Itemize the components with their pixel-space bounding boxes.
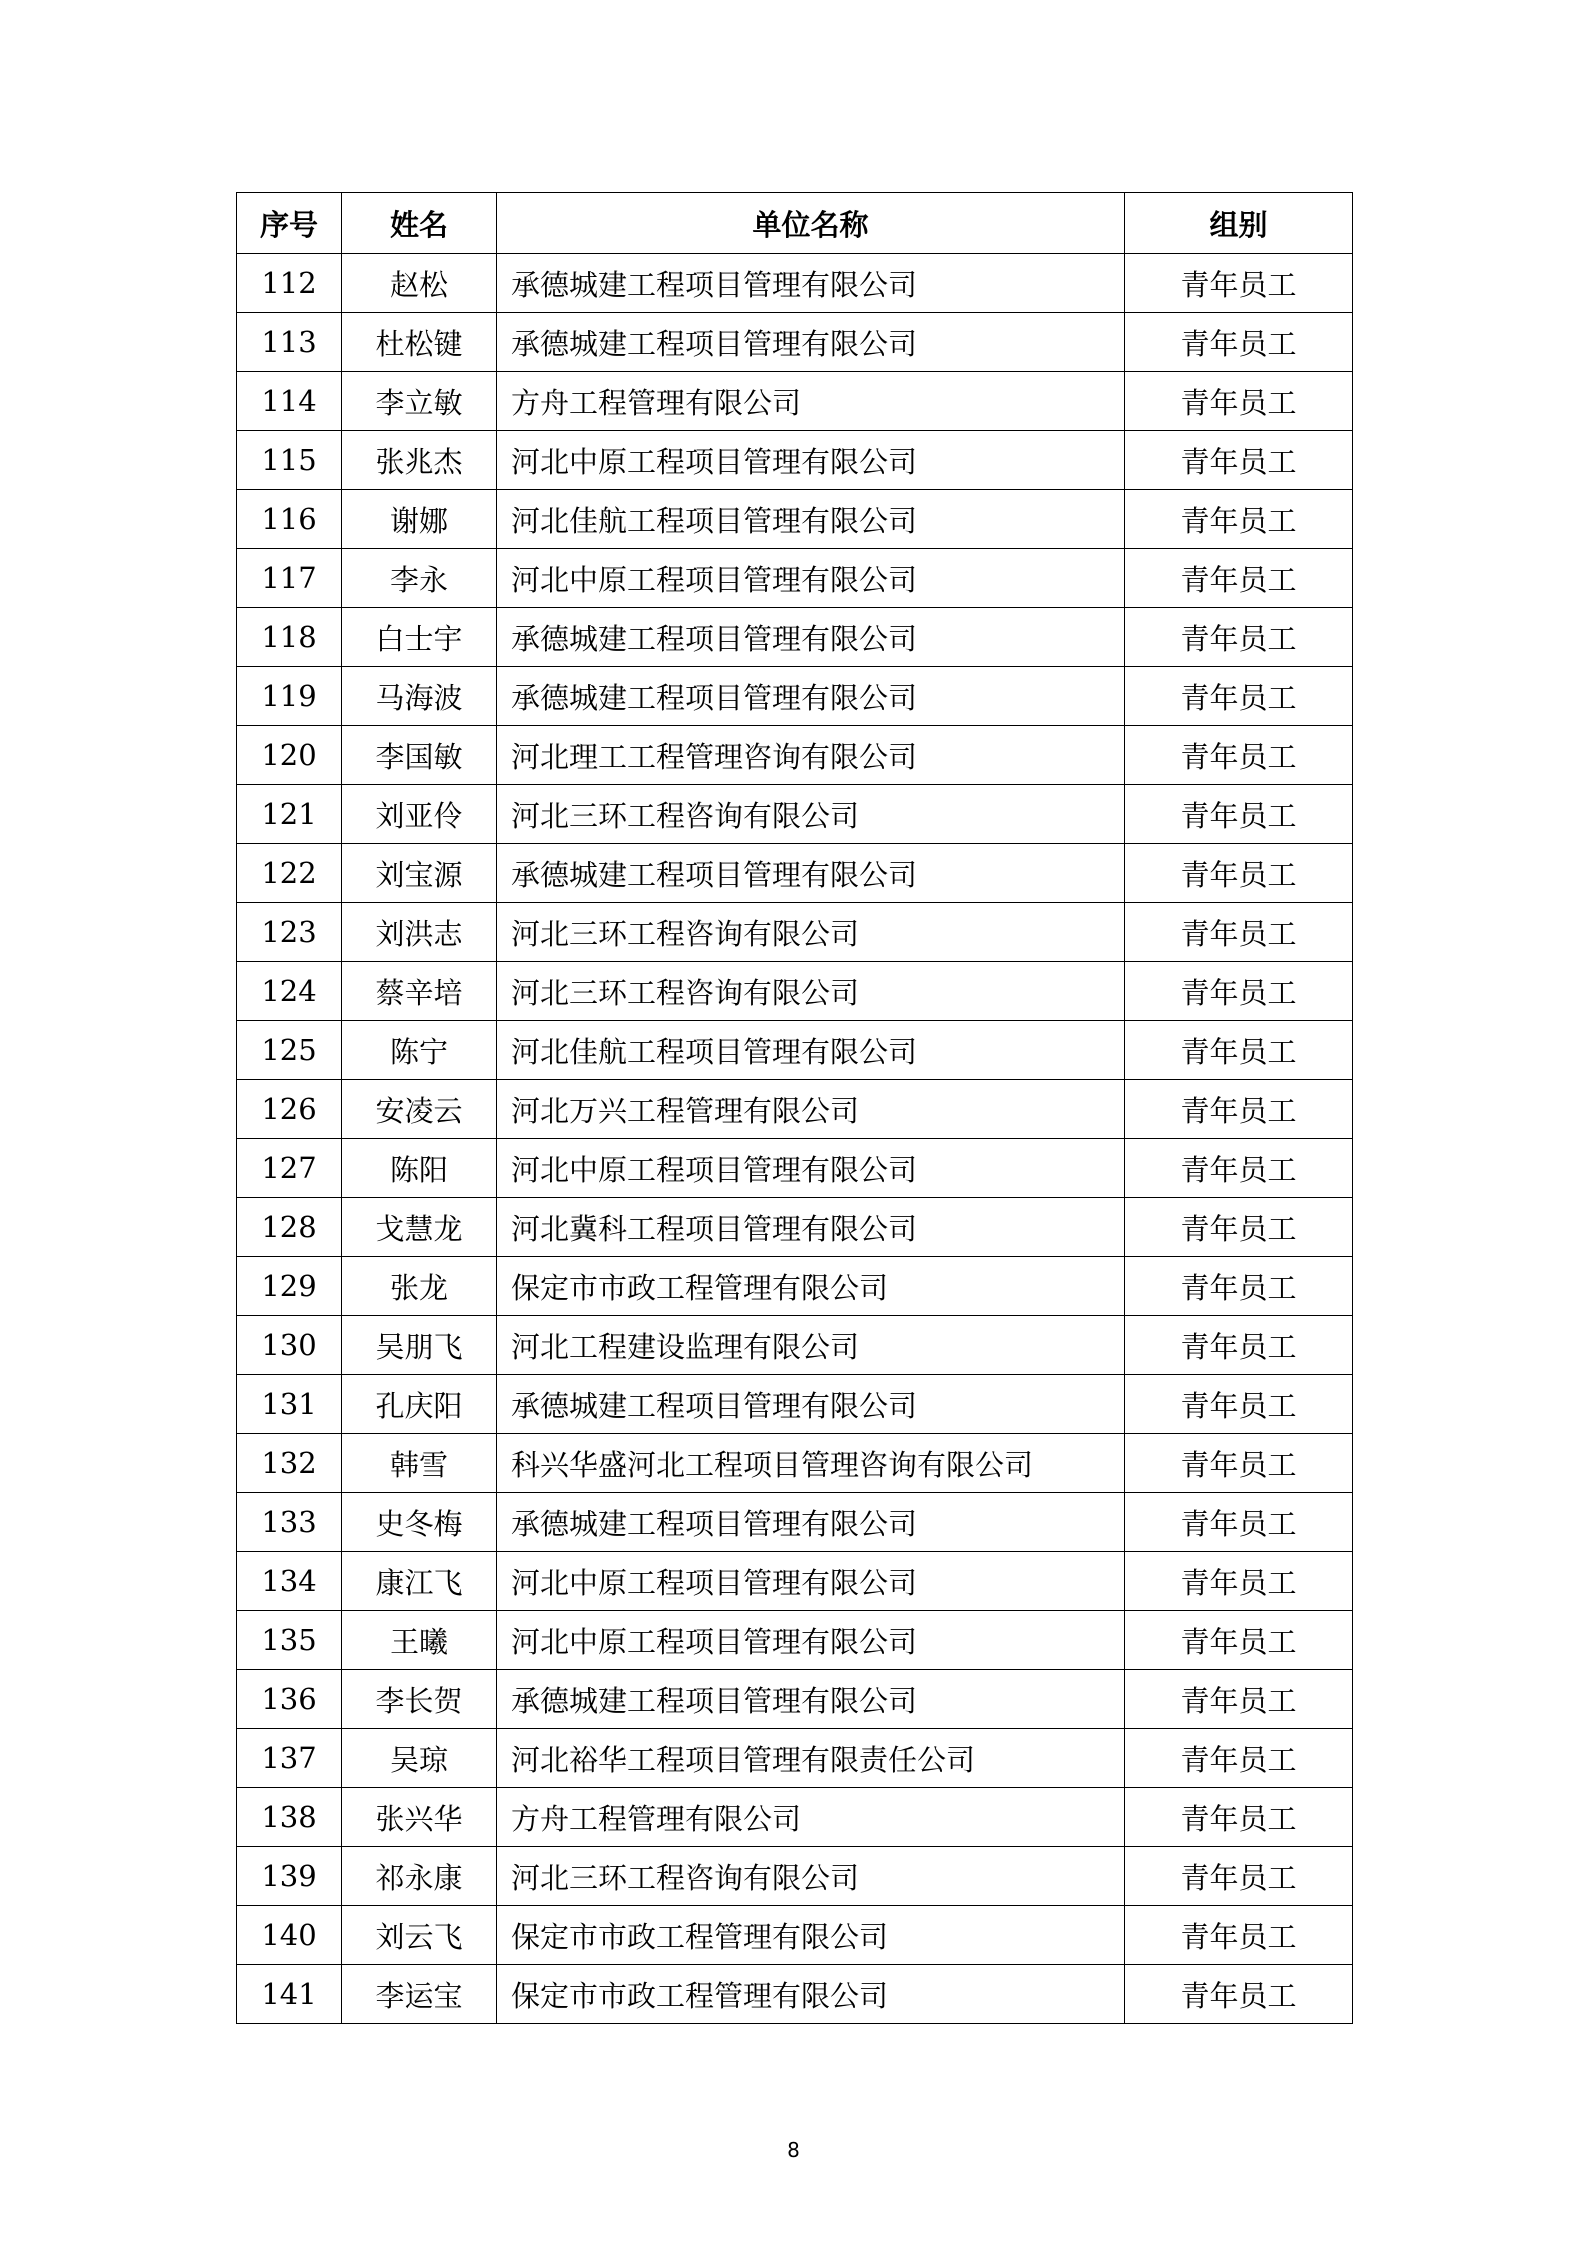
cell-name: 王曦: [342, 1611, 497, 1670]
cell-no: 140: [237, 1906, 342, 1965]
table-row: [237, 1316, 1353, 1375]
table-row: [237, 372, 1353, 431]
cell-no: 136: [237, 1670, 342, 1729]
cell-group: 青年员工: [1125, 1257, 1353, 1316]
table-row: [237, 1198, 1353, 1257]
cell-name: 戈慧龙: [342, 1198, 497, 1257]
table-row: [237, 785, 1353, 844]
cell-name: 李立敏: [342, 372, 497, 431]
cell-group: 青年员工: [1125, 1906, 1353, 1965]
table-row: [237, 431, 1353, 490]
table-header-row: [237, 193, 1353, 254]
table-row: [237, 1257, 1353, 1316]
table-row: [237, 1965, 1353, 2024]
table-row: [237, 608, 1353, 667]
header-group: 组别: [1125, 193, 1353, 254]
cell-name: 李运宝: [342, 1965, 497, 2024]
cell-unit: 科兴华盛河北工程项目管理咨询有限公司: [497, 1434, 1125, 1493]
cell-unit: 河北三环工程咨询有限公司: [497, 962, 1125, 1021]
cell-unit: 河北中原工程项目管理有限公司: [497, 1611, 1125, 1670]
cell-no: 112: [237, 254, 342, 313]
cell-no: 133: [237, 1493, 342, 1552]
cell-no: 137: [237, 1729, 342, 1788]
cell-no: 118: [237, 608, 342, 667]
page-number: 8: [787, 2138, 800, 2162]
cell-group: 青年员工: [1125, 1316, 1353, 1375]
cell-name: 韩雪: [342, 1434, 497, 1493]
cell-name: 刘洪志: [342, 903, 497, 962]
cell-group: 青年员工: [1125, 667, 1353, 726]
cell-unit: 承德城建工程项目管理有限公司: [497, 254, 1125, 313]
header-no: 序号: [237, 193, 342, 254]
cell-no: 113: [237, 313, 342, 372]
cell-unit: 保定市市政工程管理有限公司: [497, 1965, 1125, 2024]
cell-name: 陈宁: [342, 1021, 497, 1080]
cell-no: 126: [237, 1080, 342, 1139]
header-name: 姓名: [342, 193, 497, 254]
cell-unit: 河北中原工程项目管理有限公司: [497, 549, 1125, 608]
table-row: [237, 313, 1353, 372]
cell-no: 139: [237, 1847, 342, 1906]
cell-unit: 河北理工工程管理咨询有限公司: [497, 726, 1125, 785]
cell-name: 吴琼: [342, 1729, 497, 1788]
table-row: [237, 1552, 1353, 1611]
cell-name: 史冬梅: [342, 1493, 497, 1552]
cell-unit: 河北三环工程咨询有限公司: [497, 903, 1125, 962]
table-row: [237, 667, 1353, 726]
cell-no: 116: [237, 490, 342, 549]
cell-unit: 河北工程建设监理有限公司: [497, 1316, 1125, 1375]
cell-name: 吴朋飞: [342, 1316, 497, 1375]
cell-unit: 河北三环工程咨询有限公司: [497, 785, 1125, 844]
cell-name: 张兆杰: [342, 431, 497, 490]
cell-group: 青年员工: [1125, 1670, 1353, 1729]
cell-no: 141: [237, 1965, 342, 2024]
cell-unit: 河北万兴工程管理有限公司: [497, 1080, 1125, 1139]
table-row: [237, 844, 1353, 903]
cell-no: 124: [237, 962, 342, 1021]
table-row: [237, 1493, 1353, 1552]
table-row: [237, 1670, 1353, 1729]
cell-name: 谢娜: [342, 490, 497, 549]
cell-unit: 河北裕华工程项目管理有限责任公司: [497, 1729, 1125, 1788]
cell-group: 青年员工: [1125, 1493, 1353, 1552]
cell-no: 119: [237, 667, 342, 726]
table-row: [237, 1788, 1353, 1847]
cell-name: 刘云飞: [342, 1906, 497, 1965]
cell-no: 123: [237, 903, 342, 962]
table-row: [237, 254, 1353, 313]
table-row: [237, 1139, 1353, 1198]
cell-group: 青年员工: [1125, 1788, 1353, 1847]
table-row: [237, 1729, 1353, 1788]
cell-group: 青年员工: [1125, 313, 1353, 372]
cell-name: 李长贺: [342, 1670, 497, 1729]
cell-no: 122: [237, 844, 342, 903]
cell-unit: 河北佳航工程项目管理有限公司: [497, 1021, 1125, 1080]
cell-unit: 河北佳航工程项目管理有限公司: [497, 490, 1125, 549]
table-row: [237, 1021, 1353, 1080]
cell-group: 青年员工: [1125, 254, 1353, 313]
cell-name: 马海波: [342, 667, 497, 726]
cell-group: 青年员工: [1125, 1021, 1353, 1080]
cell-name: 白士宇: [342, 608, 497, 667]
cell-group: 青年员工: [1125, 903, 1353, 962]
table-row: [237, 549, 1353, 608]
cell-unit: 承德城建工程项目管理有限公司: [497, 313, 1125, 372]
cell-name: 张龙: [342, 1257, 497, 1316]
table-row: [237, 490, 1353, 549]
cell-group: 青年员工: [1125, 726, 1353, 785]
cell-group: 青年员工: [1125, 1434, 1353, 1493]
cell-unit: 保定市市政工程管理有限公司: [497, 1906, 1125, 1965]
cell-name: 杜松键: [342, 313, 497, 372]
cell-name: 刘宝源: [342, 844, 497, 903]
cell-group: 青年员工: [1125, 1080, 1353, 1139]
cell-name: 李永: [342, 549, 497, 608]
cell-unit: 承德城建工程项目管理有限公司: [497, 667, 1125, 726]
cell-no: 135: [237, 1611, 342, 1670]
cell-name: 孔庆阳: [342, 1375, 497, 1434]
cell-group: 青年员工: [1125, 549, 1353, 608]
cell-no: 131: [237, 1375, 342, 1434]
cell-unit: 河北中原工程项目管理有限公司: [497, 1552, 1125, 1611]
cell-no: 134: [237, 1552, 342, 1611]
cell-group: 青年员工: [1125, 1552, 1353, 1611]
cell-group: 青年员工: [1125, 1611, 1353, 1670]
table-row: [237, 1375, 1353, 1434]
cell-no: 128: [237, 1198, 342, 1257]
cell-unit: 保定市市政工程管理有限公司: [497, 1257, 1125, 1316]
cell-group: 青年员工: [1125, 1139, 1353, 1198]
cell-unit: 河北中原工程项目管理有限公司: [497, 1139, 1125, 1198]
cell-no: 121: [237, 785, 342, 844]
cell-name: 蔡辛培: [342, 962, 497, 1021]
header-unit: 单位名称: [497, 193, 1125, 254]
table-row: [237, 962, 1353, 1021]
table-row: [237, 1611, 1353, 1670]
cell-name: 陈阳: [342, 1139, 497, 1198]
cell-no: 117: [237, 549, 342, 608]
cell-group: 青年员工: [1125, 1847, 1353, 1906]
table-row: [237, 1847, 1353, 1906]
cell-unit: 方舟工程管理有限公司: [497, 372, 1125, 431]
cell-group: 青年员工: [1125, 844, 1353, 903]
cell-unit: 河北中原工程项目管理有限公司: [497, 431, 1125, 490]
cell-group: 青年员工: [1125, 962, 1353, 1021]
cell-no: 125: [237, 1021, 342, 1080]
table-row: [237, 1080, 1353, 1139]
cell-no: 138: [237, 1788, 342, 1847]
cell-name: 康江飞: [342, 1552, 497, 1611]
table-row: [237, 903, 1353, 962]
cell-no: 120: [237, 726, 342, 785]
cell-no: 127: [237, 1139, 342, 1198]
cell-group: 青年员工: [1125, 608, 1353, 667]
cell-group: 青年员工: [1125, 372, 1353, 431]
cell-unit: 承德城建工程项目管理有限公司: [497, 608, 1125, 667]
cell-name: 张兴华: [342, 1788, 497, 1847]
cell-group: 青年员工: [1125, 1375, 1353, 1434]
cell-no: 115: [237, 431, 342, 490]
cell-unit: 河北三环工程咨询有限公司: [497, 1847, 1125, 1906]
cell-no: 129: [237, 1257, 342, 1316]
cell-group: 青年员工: [1125, 431, 1353, 490]
cell-unit: 河北冀科工程项目管理有限公司: [497, 1198, 1125, 1257]
cell-unit: 方舟工程管理有限公司: [497, 1788, 1125, 1847]
cell-unit: 承德城建工程项目管理有限公司: [497, 1493, 1125, 1552]
cell-group: 青年员工: [1125, 490, 1353, 549]
cell-no: 130: [237, 1316, 342, 1375]
table-row: [237, 726, 1353, 785]
cell-group: 青年员工: [1125, 785, 1353, 844]
cell-no: 114: [237, 372, 342, 431]
cell-name: 刘亚伶: [342, 785, 497, 844]
cell-unit: 承德城建工程项目管理有限公司: [497, 1670, 1125, 1729]
cell-name: 安凌云: [342, 1080, 497, 1139]
cell-name: 李国敏: [342, 726, 497, 785]
table-body: [237, 254, 1353, 2024]
cell-no: 132: [237, 1434, 342, 1493]
cell-group: 青年员工: [1125, 1198, 1353, 1257]
cell-name: 祁永康: [342, 1847, 497, 1906]
table-row: [237, 1906, 1353, 1965]
cell-unit: 承德城建工程项目管理有限公司: [497, 1375, 1125, 1434]
table-row: [237, 1434, 1353, 1493]
cell-name: 赵松: [342, 254, 497, 313]
roster-table: [236, 192, 1353, 2024]
cell-group: 青年员工: [1125, 1965, 1353, 2024]
cell-group: 青年员工: [1125, 1729, 1353, 1788]
cell-unit: 承德城建工程项目管理有限公司: [497, 844, 1125, 903]
